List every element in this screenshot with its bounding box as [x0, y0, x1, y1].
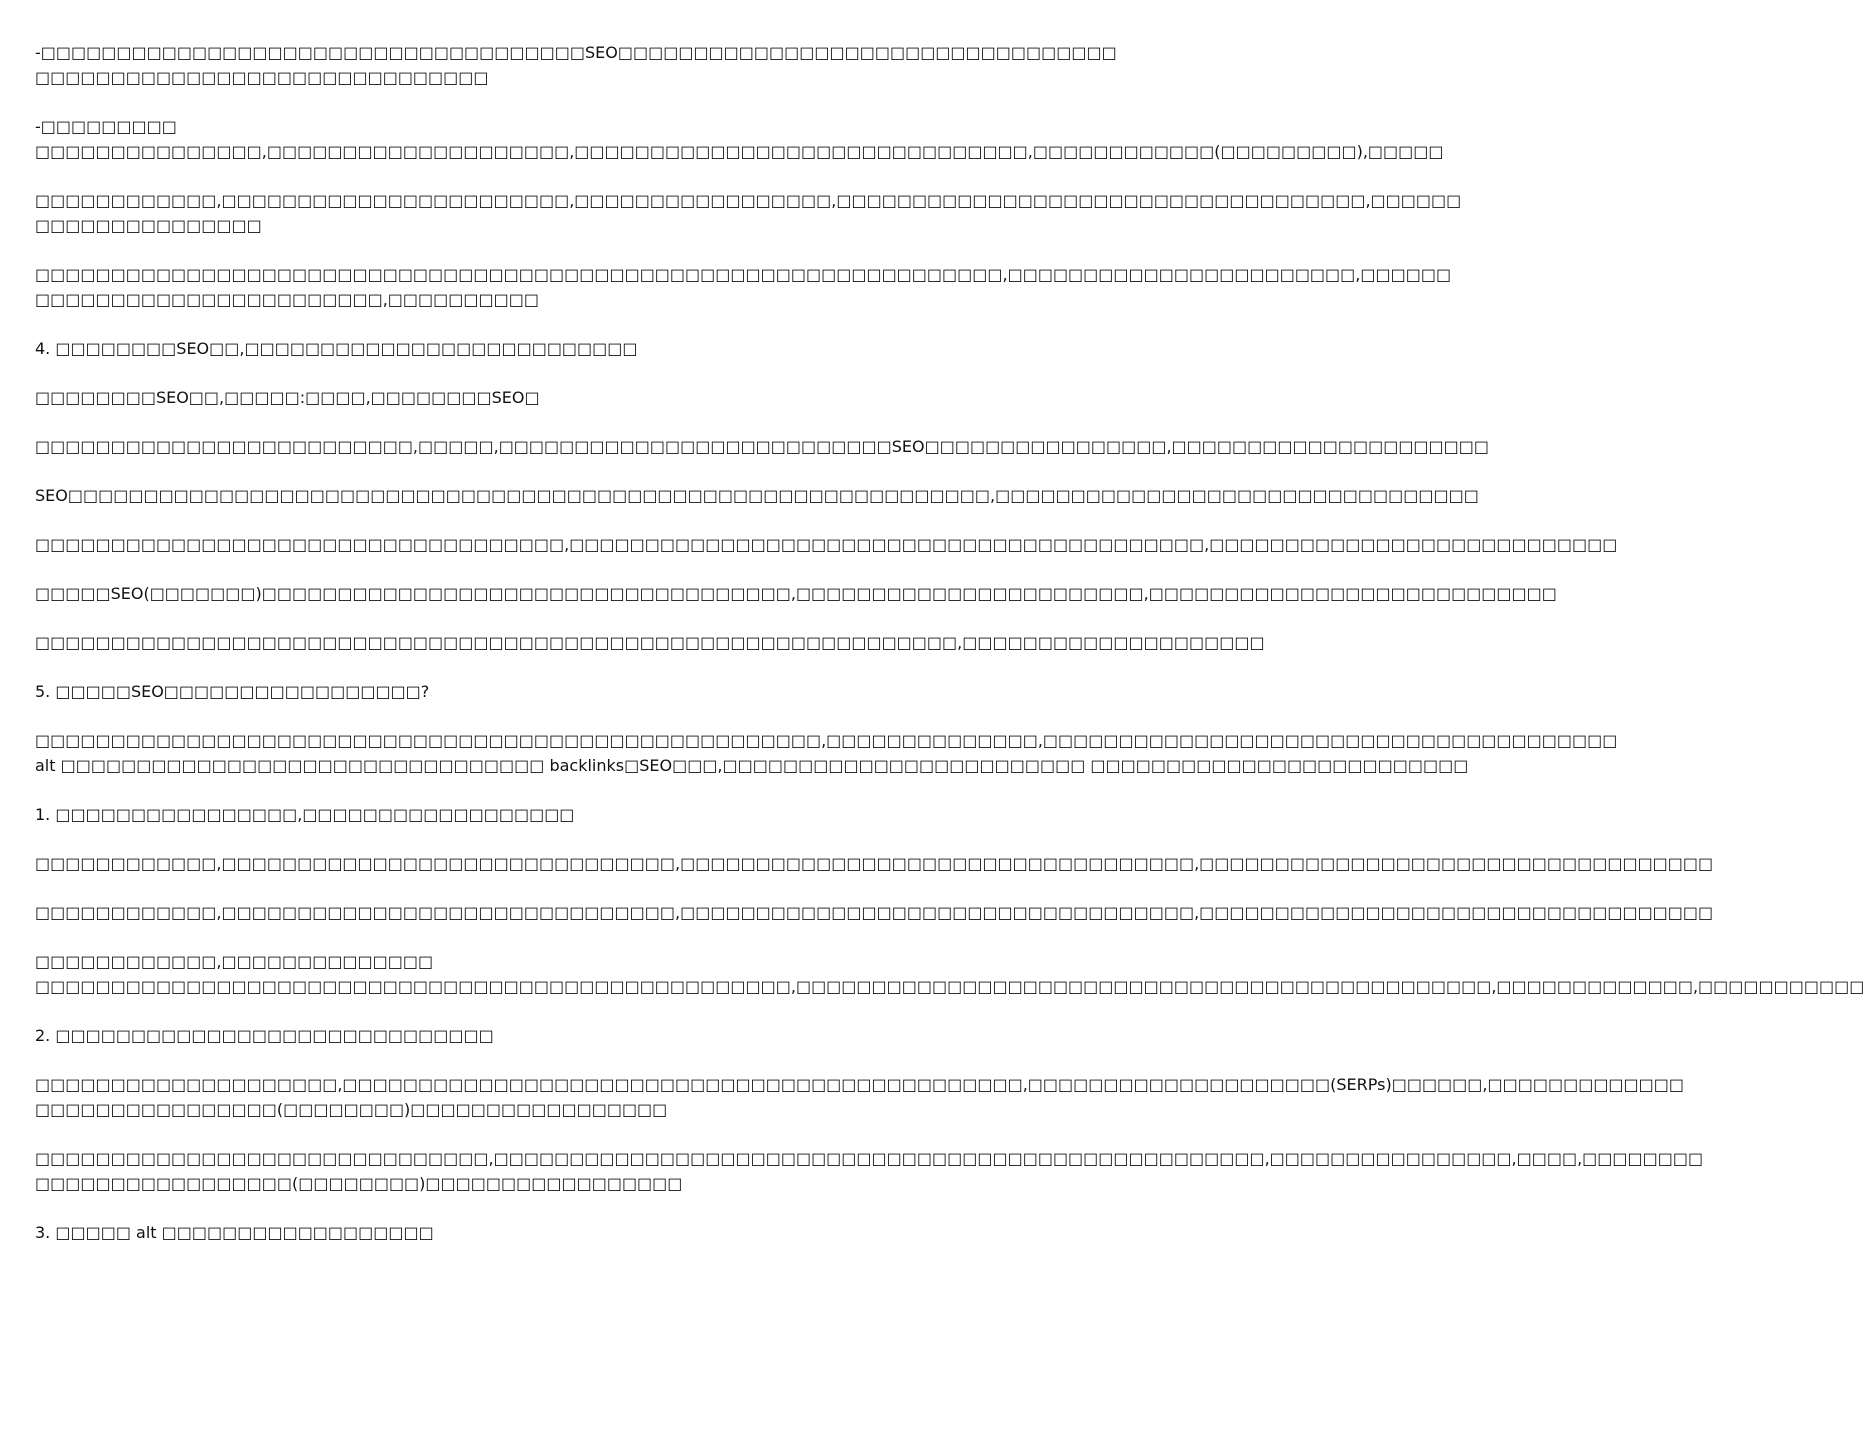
body-paragraph [35, 434, 1490, 459]
text-line: □□□□□□□□□□□□,□□□□□□□□□□□□□□□□□□□□□□□□□□□□□□,□□□□□□□□□□□□□□□□□□□□□□□□□□□□□□□□□□,□□□□□□□□□□□□□□□□□□□□□□□□□□□□□□□□□□ [35, 854, 1714, 873]
text-line: 4. □□□□□□□□SEO□□,□□□□□□□□□□□□□□□□□□□□□□□□□□ [35, 339, 638, 358]
section-heading [35, 1220, 990, 1245]
text-line: □□□□□□□□□□□□□□□□□□□□□□□□□□□□□□ [35, 68, 489, 87]
text-line: □□□□□□□□□□□□□□□□□(□□□□□□□□)□□□□□□□□□□□□□□□□□ [35, 1174, 683, 1193]
text-line: -□□□□□□□□□ [35, 117, 177, 136]
text-line: 3. □□□□□ alt □□□□□□□□□□□□□□□□□□ [35, 1223, 434, 1242]
body-paragraph [35, 483, 1479, 508]
body-paragraph [35, 188, 1462, 238]
section-heading [35, 802, 990, 827]
text-line: 2. □□□□□□□□□□□□□□□□□□□□□□□□□□□□□ [35, 1026, 494, 1045]
body-paragraph [35, 900, 1714, 925]
body-paragraph [35, 262, 1452, 312]
body-paragraph [35, 581, 1557, 606]
body-paragraph [35, 630, 1265, 655]
section-heading [35, 679, 990, 704]
text-line: □□□□□SEO(□□□□□□□)□□□□□□□□□□□□□□□□□□□□□□□□□□□□□□□□□□□,□□□□□□□□□□□□□□□□□□□□□□□,□□□□□□□□□□□□□□□□□□□□□□□□□□□ [35, 584, 1557, 603]
body-paragraph [35, 851, 1714, 876]
body-paragraph [35, 114, 1444, 164]
text-line: 5. □□□□□SEO□□□□□□□□□□□□□□□□□? [35, 682, 430, 701]
body-paragraph [35, 385, 990, 410]
text-line: □□□□□□□□□□□□□□□□□□□□□□□□□□□□□□□□□□□□□□□□□□□□□□□□□□□□□□□□□□□□□□□□,□□□□□□□□□□□□□□□□□□□□□□□,□□□□□□ [35, 265, 1452, 284]
text-line: alt □□□□□□□□□□□□□□□□□□□□□□□□□□□□□□□□ backlinks□SEO□□□,□□□□□□□□□□□□□□□□□□□□□□□□ □□□□□□□□□□□□□□□□□□□□□□□□□ [35, 756, 1469, 775]
text-line: □□□□□□□□□□□□□□□□□□□□□□□□□□□□□□□□□□□□□□□□□□□□□□□□□□□□□□□□□□□□□,□□□□□□□□□□□□□□□□□□□□ [35, 633, 1265, 652]
body-paragraph [35, 949, 1864, 999]
body-paragraph [35, 1146, 1704, 1196]
text-line: □□□□□□□□□□□□□□□□□□□□□□□□□□□□□□,□□□□□□□□□□□□□□□□□□□□□□□□□□□□□□□□□□□□□□□□□□□□□□□□□□□,□□□□□□□□□□□□□□□□,□□□□,□□□□□□□□ [35, 1149, 1704, 1168]
text-line: □□□□□□□□□□□□□□□□□□□□,□□□□□□□□□□□□□□□□□□□□□□□□□□□□□□□□□□□□□□□□□□□□□,□□□□□□□□□□□□□□□□□□□□(SERPs)□□□□□□,□□□□□□□□□□□□□ [35, 1075, 1685, 1094]
text-line: □□□□□□□□□□□□□□□□□□□□□□□□□,□□□□□,□□□□□□□□□□□□□□□□□□□□□□□□□□SEO□□□□□□□□□□□□□□□□,□□□□□□□□□□□□□□□□□□□□□ [35, 437, 1490, 456]
section-heading [35, 1023, 990, 1048]
text-line: -□□□□□□□□□□□□□□□□□□□□□□□□□□□□□□□□□□□□SEO□□□□□□□□□□□□□□□□□□□□□□□□□□□□□□□□□ [35, 43, 1117, 62]
text-line: □□□□□□□□□□□□,□□□□□□□□□□□□□□□□□□□□□□□□□□□□□□,□□□□□□□□□□□□□□□□□□□□□□□□□□□□□□□□□□,□□□□□□□□□□□□□□□□□□□□□□□□□□□□□□□□□□ [35, 903, 1714, 922]
text-line: □□□□□□□□□□□□□□□,□□□□□□□□□□□□□□□□□□□□,□□□□□□□□□□□□□□□□□□□□□□□□□□□□□□,□□□□□□□□□□□□(□□□□□□□□□),□□□□□ [35, 142, 1444, 161]
text-line: □□□□□□□□□□□□□□□ [35, 216, 262, 235]
text-line: □□□□□□□□□□□□□□□□□□□□□□□,□□□□□□□□□□ [35, 290, 539, 309]
text-line: □□□□□□□□□□□□□□□□□□□□□□□□□□□□□□□□□□□□□□□□□□□□□□□□□□□□,□□□□□□□□□□□□□□,□□□□□□□□□□□□□□□□□□□□□□□□□□□□□□□□□□□□□□ [35, 731, 1618, 750]
body-paragraph [35, 1072, 1685, 1122]
text-line: □□□□□□□□□□□□□□□□□□□□□□□□□□□□□□□□□□□□□□□□□□□□□□□□□□,□□□□□□□□□□□□□□□□□□□□□□□□□□□□□□□□□□□□□□□□□□□□□□,□□□□□□□□□□□□□,□□□□□□□□□□□ [35, 977, 1864, 996]
text-line: SEO□□□□□□□□□□□□□□□□□□□□□□□□□□□□□□□□□□□□□□□□□□□□□□□□□□□□□□□□□□□□□,□□□□□□□□□□□□□□□□□□□□□□□□□□□□□□□□ [35, 486, 1479, 505]
section-heading [35, 336, 990, 361]
text-line: □□□□□□□□□□□□□□□□(□□□□□□□□)□□□□□□□□□□□□□□□□□ [35, 1100, 668, 1119]
text-line: □□□□□□□□SEO□□,□□□□□:□□□□,□□□□□□□□SEO□ [35, 388, 540, 407]
text-line: □□□□□□□□□□□□,□□□□□□□□□□□□□□□□□□□□□□□,□□□□□□□□□□□□□□□□□,□□□□□□□□□□□□□□□□□□□□□□□□□□□□□□□□□□□,□□□□□□ [35, 191, 1462, 210]
body-paragraph [35, 532, 1618, 557]
text-line: □□□□□□□□□□□□,□□□□□□□□□□□□□□ [35, 952, 434, 971]
document-page [35, 40, 1864, 1269]
text-line: □□□□□□□□□□□□□□□□□□□□□□□□□□□□□□□□□□□,□□□□□□□□□□□□□□□□□□□□□□□□□□□□□□□□□□□□□□□□□□,□□□□□□□□□□□□□□□□□□□□□□□□□□□ [35, 535, 1618, 554]
body-paragraph [35, 40, 1117, 90]
body-paragraph [35, 728, 1618, 778]
text-line: 1. □□□□□□□□□□□□□□□□,□□□□□□□□□□□□□□□□□□ [35, 805, 575, 824]
